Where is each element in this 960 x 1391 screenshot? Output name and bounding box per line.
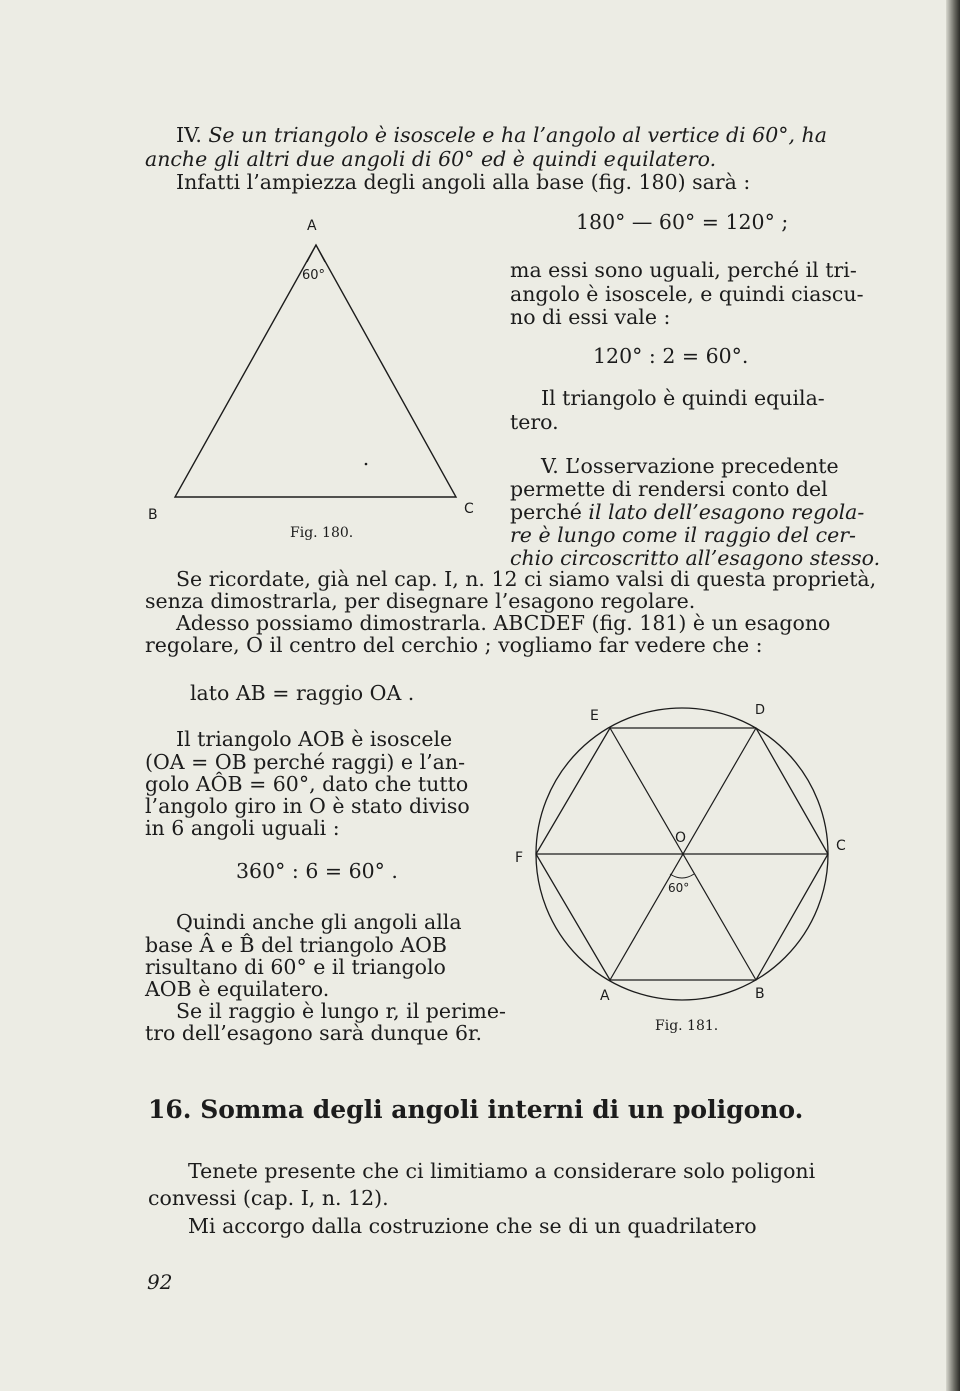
section-v-label: V. (541, 454, 559, 478)
para2-line2: tero. (510, 410, 559, 434)
figure-180-triangle (140, 210, 500, 550)
angle-60-label-181: 60° (668, 881, 690, 895)
full-line-2: senza dimostrarla, per disegnare l’esagono regolare. (145, 589, 696, 613)
section-v-line3 (510, 501, 864, 523)
angle-60-label: 60° (302, 268, 326, 283)
section-iv-statement-1: Se un triangolo è isoscele e ha l’angolo al vertice di 60°, ha (208, 123, 827, 147)
full-line-4: regolare, O il centro del cerchio ; vogliamo far vedere che : (145, 633, 763, 657)
para2-line1: Il triangolo è quindi equila- (541, 386, 825, 410)
vertex-b-label-181: B (755, 986, 765, 1002)
figure-181-hexagon (510, 690, 860, 1050)
section-iv-title-line1 (176, 124, 827, 146)
section-iv-label: IV. (176, 123, 202, 147)
section-16-line1: Tenete presente che ci limitiamo a considerare solo poligoni (188, 1159, 816, 1183)
para3-line4: l’angolo giro in O è stato diviso (145, 794, 470, 818)
page-edge-shadow (946, 0, 960, 1391)
section-iv-intro: Infatti l’ampiezza degli angoli alla base (fig. 180) sarà : (176, 170, 751, 194)
fig-180-caption: Fig. 180. (290, 525, 354, 541)
section-v-line5: chio circoscritto all’esagono stesso. (510, 546, 881, 570)
full-line-3: Adesso possiamo dimostrarla. ABCDEF (fig. 181) è un esagono (176, 611, 831, 635)
section-16-line3: Mi accorgo dalla costruzione che se di un quadrilatero (188, 1214, 757, 1238)
para4-line3: risultano di 60° e il triangolo (145, 955, 446, 979)
para4-line2: base Â e B̂ del triangolo AOB (145, 933, 447, 957)
para3-line5: in 6 angoli uguali : (145, 816, 340, 840)
section-v-text-3b: il lato dell’esagono regola- (588, 500, 865, 524)
section-v-text-3a: perché (510, 500, 589, 524)
formula-360-div-6: 360° : 6 = 60° . (236, 859, 398, 883)
para1-line3: no di essi vale : (510, 305, 671, 329)
para3-line3: golo AÔB = 60°, dato che tutto (145, 772, 469, 796)
vertex-f-label: F (515, 850, 524, 866)
formula-lato-ab: lato AB = raggio OA . (190, 681, 415, 705)
vertex-a-label-181: A (600, 988, 610, 1004)
para1-line1: ma essi sono uguali, perché il tri- (510, 258, 857, 282)
para3-line1: Il triangolo AOB è isoscele (176, 727, 453, 751)
section-16-line2: convessi (cap. I, n. 12). (148, 1186, 389, 1210)
vertex-a-label: A (307, 218, 317, 234)
vertex-e-label: E (590, 708, 599, 724)
vertex-c-label: C (464, 501, 474, 517)
section-v-text-1: L’osservazione precedente (565, 454, 839, 478)
para4-line6: tro dell’esagono sarà dunque 6r. (145, 1021, 483, 1045)
section-v-line1 (541, 455, 839, 477)
para1-line2: angolo è isoscele, e quindi ciascu- (510, 282, 864, 306)
formula-180-minus-60: 180° — 60° = 120° ; (576, 210, 789, 234)
para4-line4: AOB è equilatero. (145, 977, 330, 1001)
vertex-d-label: D (755, 703, 766, 718)
fig-181-caption: Fig. 181. (655, 1018, 719, 1034)
vertex-b-label: B (148, 507, 158, 523)
full-line-1: Se ricordate, già nel cap. I, n. 12 ci siamo valsi di questa proprietà, (176, 567, 877, 591)
section-v-line4: re è lungo come il raggio del cer- (510, 523, 856, 547)
section-16-heading: 16. Somma degli angoli interni di un poligono. (148, 1095, 804, 1124)
formula-120-div-2: 120° : 2 = 60°. (593, 344, 749, 368)
para4-line1: Quindi anche gli angoli alla (176, 910, 462, 934)
para3-line2: (OA = OB perché raggi) e l’an- (145, 750, 466, 774)
section-v-line2: permette di rendersi conto del (510, 477, 828, 501)
para4-line5: Se il raggio è lungo r, il perime- (176, 999, 506, 1023)
page-number: 92 (147, 1270, 173, 1294)
section-iv-statement-2: anche gli altri due angoli di 60° ed è quindi equilatero. (145, 147, 717, 171)
center-o-label: O (675, 830, 687, 846)
vertex-c-label-181: C (836, 838, 846, 854)
